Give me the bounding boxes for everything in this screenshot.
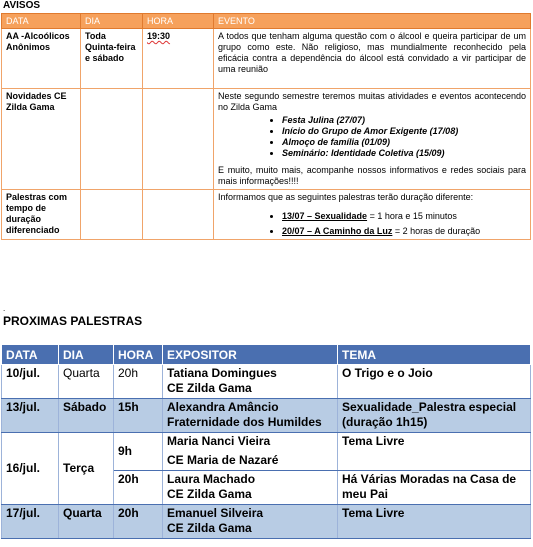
list-item [282,226,526,237]
cell-expositor [163,433,338,471]
aa-hora: 19:30 [143,29,214,89]
cell-tema: O Trigo e o Joio [338,365,531,399]
expositor-name: Laura Machado [167,472,256,486]
expositor-name: Maria Nanci Vieira [167,434,271,448]
cell-dia: Sábado [59,399,114,433]
palestras-intro: Informamos que as seguintes palestras terão duração diferente: [218,192,474,202]
proximas-heading: PROXIMAS PALESTRAS [3,314,143,328]
cell-tema: Tema Livre [338,505,531,539]
palestra-duration: = 1 hora e 15 minutos [367,211,457,221]
expositor-center: CE Maria de Nazaré [167,453,279,467]
cell-data: 10/jul. [2,365,59,399]
palestra-duration: = 2 horas de duração [392,226,481,236]
table-row [2,365,531,399]
list-item: • Festa Julina (27/07) [282,115,526,126]
expositor-name: Alexandra Amâncio [167,400,279,414]
expositor-center: CE Zilda Gama [167,521,252,535]
palestras-table [1,344,531,539]
avisos-row-aa [2,29,531,89]
cell-expositor [163,365,338,399]
table-row [2,399,531,433]
header-evento: EVENTO [214,14,531,29]
avisos-table [1,13,531,240]
palestras-dia [81,190,143,240]
cell-data: 13/jul. [2,399,59,433]
header-dia: DIA [81,14,143,29]
stray-dot: . [3,304,6,313]
expositor-center: Fraternidade dos Humildes [167,415,322,429]
cell-tema: Sexualidade_Palestra especial (duração 1h15) [338,399,531,433]
novidades-outro: E muito, muito mais, acompanhe nossos informativos e redes sociais para mais informações!!!! [218,165,526,186]
aa-dia: Toda Quinta-feira e sábado [81,29,143,89]
palestras-hora [143,190,214,240]
header-data: DATA [2,14,81,29]
header-hora: HORA [114,345,163,365]
expositor-name: Emanuel Silveira [167,506,264,520]
palestras-data: Palestras com tempo de duração diferenciado [2,190,81,240]
list-item: • Almoço de família (01/09) [282,137,526,148]
avisos-row-novidades [2,89,531,190]
aa-data: AA -Alcoólicos Anônimos [2,29,81,89]
novidades-dia [81,89,143,190]
cell-expositor [163,471,338,505]
cell-hora: 20h [114,365,163,399]
novidades-hora [143,89,214,190]
table-row [2,505,531,539]
cell-data: 16/jul. [2,433,59,505]
palestra-title: 13/07 – Sexualidade [282,211,368,221]
header-hora: HORA [143,14,214,29]
cell-hora: 15h [114,399,163,433]
cell-expositor [163,399,338,433]
expositor-center: CE Zilda Gama [167,487,252,501]
avisos-row-palestras [2,190,531,240]
palestras-list [218,211,526,237]
header-dia: DIA [59,345,114,365]
table-row [2,433,531,471]
novidades-intro: Neste segundo semestre teremos muitas atividades e eventos acontecendo no Zilda Gama [218,91,526,112]
header-expositor: EXPOSITOR [163,345,338,365]
cell-tema: Tema Livre [338,433,531,471]
avisos-header-row [2,14,531,29]
cell-dia: Terça [59,433,114,505]
header-tema: TEMA [338,345,531,365]
cell-dia: Quarta [59,365,114,399]
novidades-data: Novidades CE Zilda Gama [2,89,81,190]
cell-hora: 20h [114,471,163,505]
cell-data: 17/jul. [2,505,59,539]
cell-tema: Há Várias Moradas na Casa de meu Pai [338,471,531,505]
avisos-heading: AVISOS [3,0,41,11]
palestras-header-row [2,345,531,365]
cell-dia: Quarta [59,505,114,539]
header-data: DATA [2,345,59,365]
palestras-evento [214,190,531,240]
aa-evento: A todos que tenham alguma questão com o álcool e queira participar de um grupo como este. Não religioso, mas mundialmente reconhecido pela eficácia contra a dependência do álcool está convidado a vir participar de uma reunião [214,29,531,89]
novidades-list [218,115,526,159]
list-item: • Seminário: Identidade Coletiva (15/09) [282,148,526,159]
cell-hora: 20h [114,505,163,539]
cell-hora: 9h [114,433,163,471]
expositor-name: Tatiana Domingues [167,366,277,380]
cell-expositor [163,505,338,539]
novidades-evento [214,89,531,190]
list-item [282,211,526,222]
palestra-title: 20/07 – A Caminho da Luz [282,226,393,236]
expositor-center: CE Zilda Gama [167,381,252,395]
list-item: • Início do Grupo de Amor Exigente (17/08) [282,126,526,137]
